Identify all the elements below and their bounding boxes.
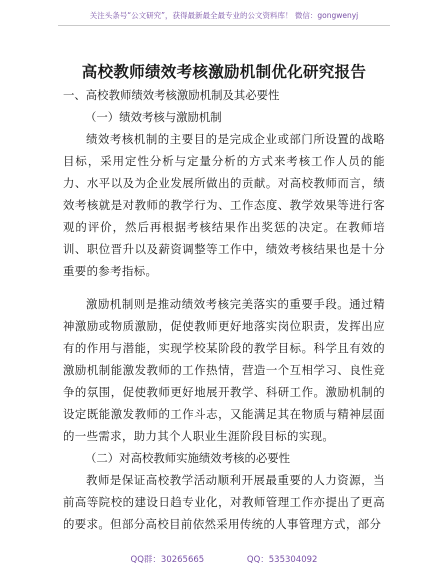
section-heading-1: 一、高校教师绩效考核激励机制及其必要性 [63, 88, 280, 102]
paragraph-3: 教师是保证高校教学活动顺利开展最重要的人力资源，当前高等院校的建设日趋专业化，对教师管理工作亦提出了更高的要求。但部分高校目前依然采用传统的人事管理方式，部分 [63, 473, 385, 531]
header-divider [58, 25, 390, 26]
footer-qq: QQ：535304092 [246, 555, 318, 565]
document-body [63, 84, 385, 535]
header-note: 关注头条号“公文研究”，获得最新最全最专业的公文资料库！ 微信：gongwenyj [89, 11, 359, 20]
paragraph-1: 绩效考核机制的主要目的是完成企业或部门所设置的战略目标，采用定性分析与定量分析的方式来考核工作人员的能力、水平以及为企业发展所做出的贡献。对高校教师而言，绩效考核就是对教师的教学行为、工作态度、教学效果等进行客观的评价，然后再根据考核结果作出奖惩的决定。在教师培训、职位晋升以及薪资调整等工作中，绩效考核结果也是十分重要的参考指标。 [63, 132, 385, 278]
subsection-heading-1: （一）绩效考核与激励机制 [85, 110, 222, 124]
footer [0, 553, 448, 565]
paragraph-2: 激励机制则是推动绩效考核完美落实的重要手段。通过精神激励或物质激励，促使教师更好地落实岗位职责，发挥出应有的作用与潜能，实现学校某阶段的教学目标。科学且有效的激励机制能激发教师的工作热情，营造一个互相学习、良性竞争的氛围，促使教师更好地展开教学、科研工作。激励机制的设定既能激发教师的工作斗志，又能满足其在物质与精神层面的一些需求，助力其个人职业生涯阶段目标的实现。 [63, 297, 385, 443]
document-title: 高校教师绩效考核激励机制优化研究报告 [81, 63, 367, 81]
footer-qq-group: QQ群：30265665 [130, 555, 205, 565]
subsection-heading-2: （二）对高校教师实施绩效考核的必要性 [85, 451, 291, 465]
paragraph-gap [63, 282, 385, 293]
